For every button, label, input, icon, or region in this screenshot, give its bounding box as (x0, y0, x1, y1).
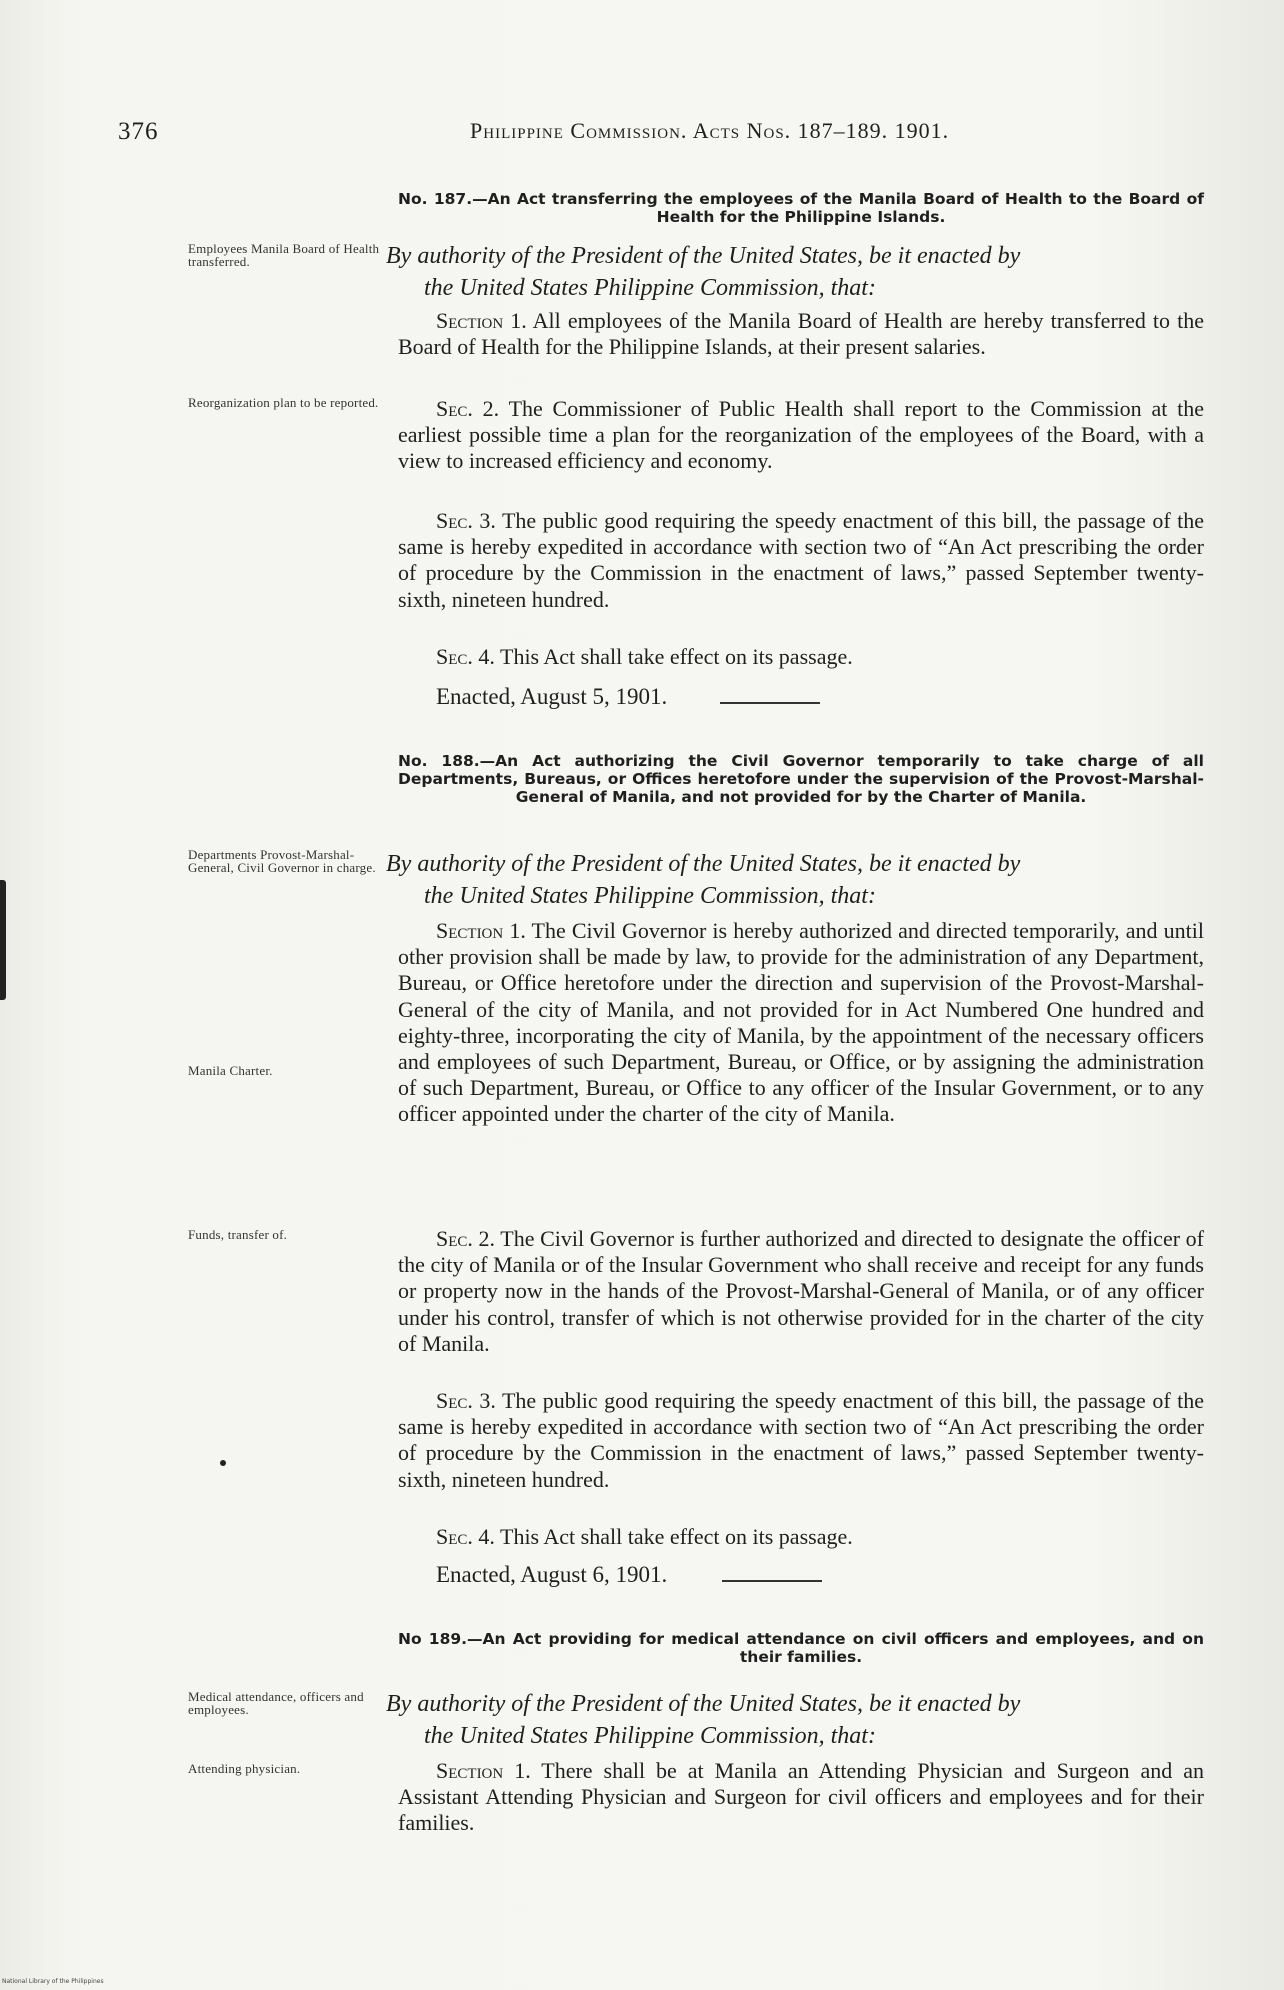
section-divider (722, 1580, 822, 1582)
act-189-title: No 189.—An Act providing for medical attendance on civil officers and employees, and on their families. (398, 1630, 1204, 1666)
act-188-note-funds: Funds, transfer of. (188, 1227, 288, 1242)
act-187-title: No. 187.—An Act transferring the employees of the Manila Board of Health to the Board of Health for the Philippine Islands. (398, 190, 1204, 226)
binding-edge-mark (0, 880, 6, 1000)
act-188-section-4: Sec. 4. This Act shall take effect on its passage. (436, 1524, 853, 1549)
ink-dot-mark (220, 1460, 226, 1466)
act-189-note-medical: Medical attendance, officers and employees. (188, 1689, 364, 1717)
page-number: 376 (118, 118, 159, 145)
act-188-section-3: Sec. 3. The public good requiring the speedy enactment of this bill, the passage of the same is hereby expedited in accordance with section two of “An Act prescribing the order of procedure by the Commission in the enactment of laws,” passed September twenty-sixth, nineteen hundred. (398, 1388, 1205, 1492)
act-187-enacting-clause (386, 240, 1196, 304)
act-187-note-employees: Employees Manila Board of Health transferred. (188, 241, 380, 269)
act-188-note-manila-charter: Manila Charter. (188, 1063, 273, 1078)
act-187-section-2: Sec. 2. The Commissioner of Public Health shall report to the Commission at the earliest possible time a plan for the reorganization of the employees of the Board, with a view to increased efficiency and economy. (398, 396, 1204, 474)
enacting-line-1: By authority of the President of the United States, be it enacted by (386, 243, 1021, 269)
enacting-line-2: the United States Philippine Commission, that: (424, 883, 876, 909)
enacting-line-2: the United States Philippine Commission, that: (424, 275, 876, 301)
act-187-section-1: Section 1. All employees of the Manila Board of Health are hereby transferred to the Board of Health for the Philippine Islands, at their present salaries. (398, 308, 1205, 360)
act-187-enacted-date: Enacted, August 5, 1901. (436, 684, 668, 709)
act-187-section-4: Sec. 4. This Act shall take effect on its passage. (436, 644, 853, 669)
act-188-section-1: Section 1. The Civil Governor is hereby authorized and directed temporarily, and until other provision shall be made by law, to provide for the administration of any Department, Bureau, or Office heretofore under the direction and supervision of the Provost-Marshal-General of the city of Manila, and not provided for in Act Numbered One hundred and eighty-three, incorporating the city of Manila, by the appointment of the necessary officers and employees of such Department, Bureau, or Office, or by assigning the administration of such Department, Bureau, or Office to any officer of the Insular Government, or to any officer appointed under the charter of the city of Manila. (398, 918, 1204, 1127)
act-187-section-3: Sec. 3. The public good requiring the speedy enactment of this bill, the passage of the same is hereby expedited in accordance with section two of “An Act prescribing the order of procedure by the Commission in the enactment of laws,” passed September twenty-sixth, nineteen hundred. (398, 508, 1205, 612)
section-divider (720, 702, 820, 704)
act-188-enacting-clause (386, 848, 1196, 912)
running-head: Philippine Commission. Acts Nos. 187–189. 1901. (470, 118, 950, 143)
act-188-section-2: Sec. 2. The Civil Governor is further authorized and directed to designate the officer of the city of Manila or of the Insular Government who shall receive and receipt for any funds or property now in the hands of the Provost-Marshal-General of Manila, or of any officer under his control, transfer of which is not otherwise provided for in the charter of the city of Manila. (398, 1226, 1204, 1356)
act-188-enacted-date: Enacted, August 6, 1901. (436, 1562, 668, 1587)
act-189-note-physician: Attending physician. (188, 1761, 301, 1776)
act-188-note-departments: Departments Provost-Marshal-General, Civil Governor in charge. (188, 847, 376, 875)
enacting-line-2: the United States Philippine Commission, that: (424, 1723, 876, 1749)
enacting-line-1: By authority of the President of the United States, be it enacted by (386, 1691, 1021, 1717)
act-188-title: No. 188.—An Act authorizing the Civil Governor temporarily to take charge of all Departments, Bureaus, or Offices heretofore under the supervision of the Provost-Marshal-General of Manila, and not provided for by the Charter of Manila. (398, 752, 1204, 806)
act-189-enacting-clause (386, 1688, 1196, 1752)
act-187-note-reorganization: Reorganization plan to be reported. (188, 395, 379, 410)
act-189-section-1: Section 1. There shall be at Manila an Attending Physician and Surgeon and an Assistant Attending Physician and Surgeon for civil officers and employees and for their families. (398, 1758, 1205, 1836)
footer-credit: National Library of the Philippines (2, 1978, 104, 1985)
enacting-line-1: By authority of the President of the United States, be it enacted by (386, 851, 1021, 877)
page-header (118, 118, 1138, 148)
